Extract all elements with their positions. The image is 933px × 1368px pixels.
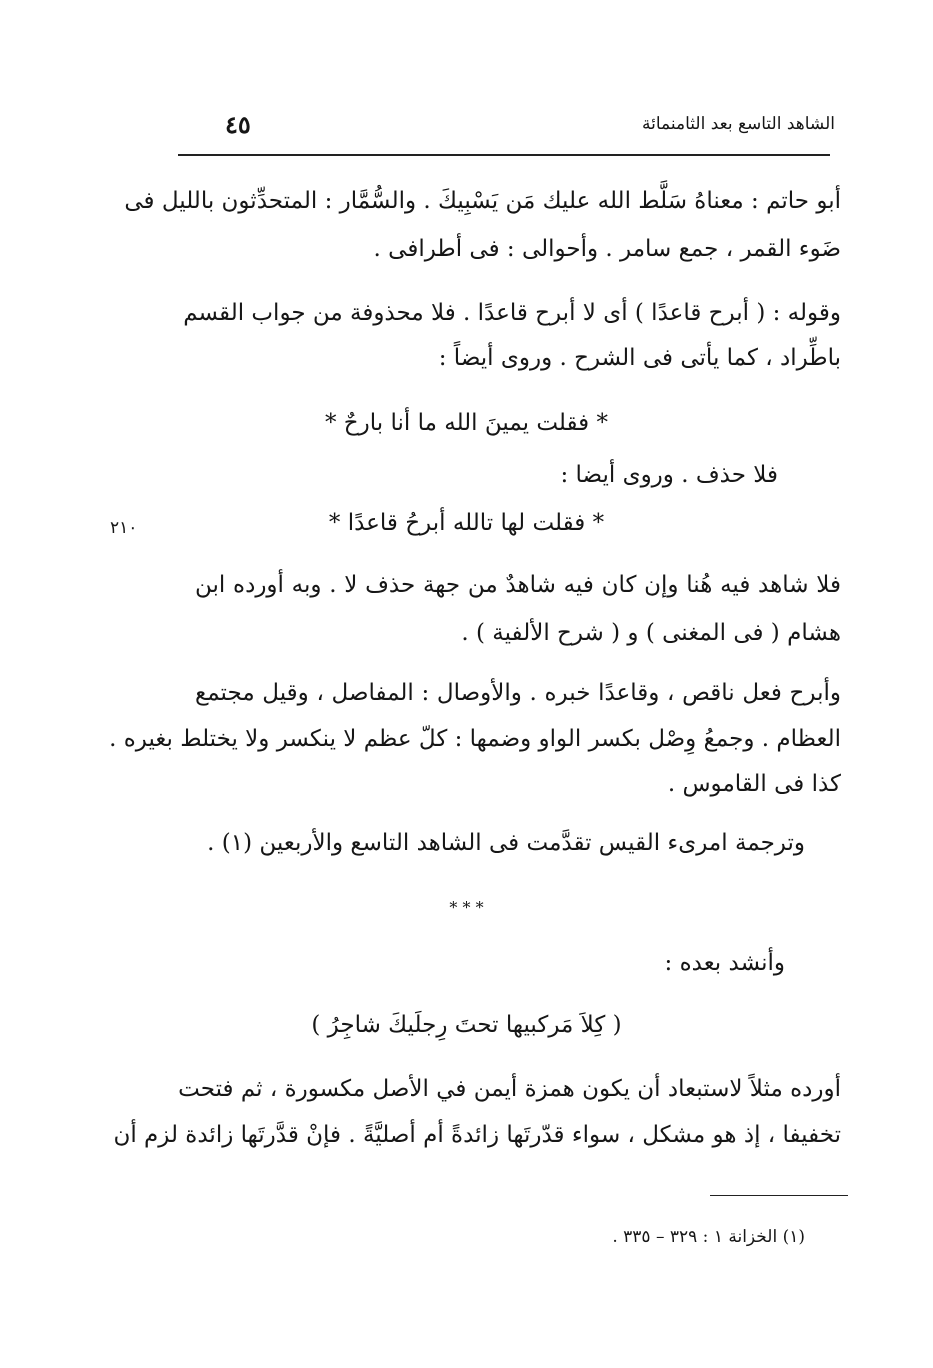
- verse-2: * فقلت لها تالله أبرحُ قاعدًا *: [328, 510, 605, 536]
- verse-3: ( كِلاَ مَركبيها تحتَ رِجلَيكَ شاجِرُ ): [311, 1012, 622, 1038]
- paragraph-8-line-2: تخفيفا ، إذ هو مشكل ، سواء قدّرتَها زائدةً أم أصليَّةً . فإنْ قدَّرتَها زائدة لزم أن: [113, 1122, 841, 1148]
- paragraph-1-line-2: ضَوء القمر ، جمع سامر . وأحوالى : فى أطرافى .: [373, 236, 841, 262]
- paragraph-4-line-1: فلا شاهد فيه هُنا وإن كان فيه شاهدٌ من جهة حذف لا . وبه أورده ابن: [195, 572, 841, 598]
- margin-reference-number: ٢١٠: [110, 518, 138, 538]
- paragraph-4-line-2: هشام ( فى المغنى ) و ( شرح الألفية ) .: [461, 620, 841, 646]
- paragraph-5-line-1: وأبرح فعل ناقص ، وقاعدًا خبره . والأوصال : المفاصل ، وقيل مجتمع: [195, 680, 841, 706]
- running-header-title: الشاهد التاسع بعد الثامنمائة: [641, 114, 835, 134]
- paragraph-2-line-2: باطِّراد ، كما يأتى فى الشرح . وروى أيضاً :: [438, 345, 841, 371]
- paragraph-2-line-1: وقوله : ( أبرح قاعدًا ) أى لا أبرح قاعدًا . فلا محذوفة من جواب القسم: [183, 300, 841, 326]
- paragraph-5-line-2: العظام . وجمعُ وِصْل بكسر الواو وضمها : كلّ عظم لا ينكسر ولا يختلط بغيره .: [109, 726, 841, 752]
- section-separator: * * *: [449, 898, 484, 917]
- header-divider: [178, 154, 830, 156]
- paragraph-7-line-1: وأنشد بعده :: [664, 950, 785, 976]
- paragraph-8-line-1: أورده مثلاً لاستبعاد أن يكون همزة أيمن في الأصل مكسورة ، ثم فتحت: [178, 1076, 841, 1102]
- verse-1: * فقلت يمينَ الله ما أنا بارحٌ *: [325, 410, 608, 436]
- paragraph-3-line-1: فلا حذف . وروى أيضا :: [560, 462, 778, 488]
- page-number: ٤٥: [225, 110, 251, 139]
- paragraph-5-line-3: كذا فى القاموس .: [667, 771, 841, 797]
- footnote: (١) الخزانة ١ : ٣٢٩ – ٣٣٥ .: [612, 1227, 805, 1247]
- paragraph-6-line-1: وترجمة امرىء القيس تقدَّمت فى الشاهد التاسع والأربعين (١) .: [207, 830, 805, 856]
- paragraph-1-line-1: أبو حاتم : معناهُ سَلَّط الله عليك مَن يَسْبِيكَ . والسُّمَّار : المتحدِّثون بالليل فى: [124, 188, 841, 214]
- footnote-divider: [710, 1195, 848, 1196]
